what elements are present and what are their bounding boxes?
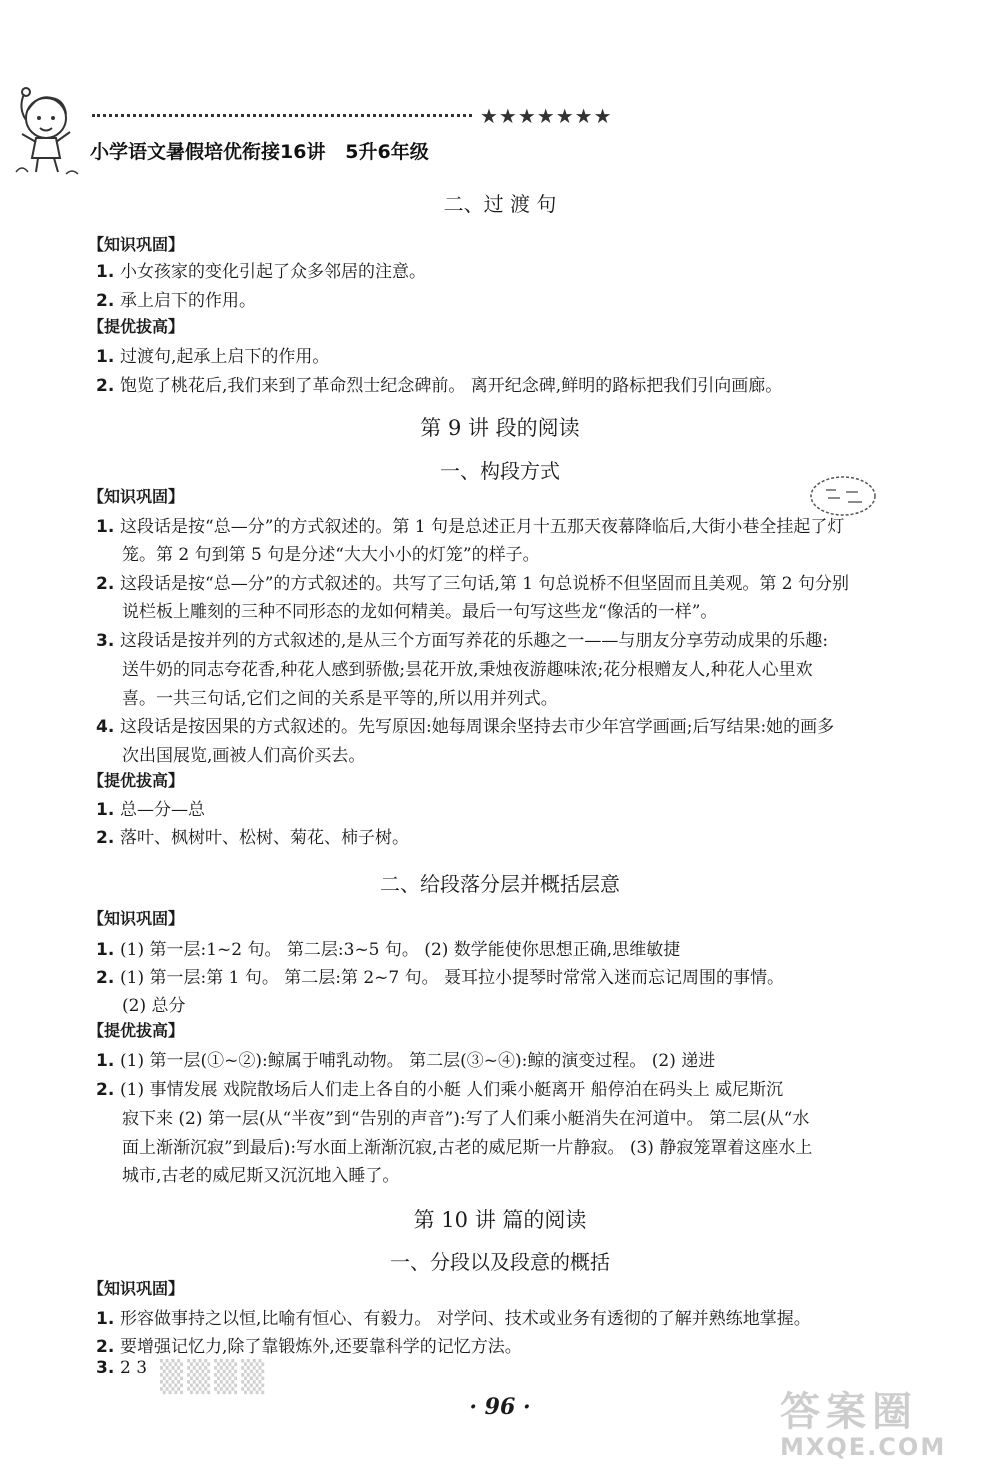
section-heading: 一、构段方式 (440, 459, 560, 483)
answer-item (96, 1075, 783, 1100)
item-text: 这段话是按因果的方式叙述的。先写原因:她每周课余坚持去市少年宫学画画;后写结果:她的画多 (120, 717, 835, 737)
item-number: 1. (96, 1051, 115, 1071)
subsection-label: 【提优拔高】 (88, 1021, 185, 1040)
answer-continuation: (2) 总分 (122, 996, 186, 1016)
item-number: 1. (96, 262, 115, 282)
answer-item (96, 257, 426, 282)
rating-stars: ★★★★★★★ (480, 104, 613, 128)
stamp-seal-graphic (808, 474, 878, 518)
item-number: 2. (96, 1080, 115, 1100)
header-dotted-rule (92, 114, 472, 117)
answer-item (96, 1358, 147, 1378)
item-number: 2. (96, 291, 115, 311)
watermark-url: MXQE.COM (780, 1433, 947, 1461)
item-text: 这段话是按“总—分”的方式叙述的。第 1 句是总述正月十五那天夜幕降临后,大街小巷全挂起了灯 (120, 517, 845, 537)
item-text: 小女孩家的变化引起了众多邻居的注意。 (120, 262, 426, 282)
subsection-label: 【提优拔高】 (88, 771, 185, 790)
answer-continuation: 次出国展览,画被人们高价买去。 (122, 746, 366, 766)
item-number: 2. (96, 828, 115, 848)
answer-item (96, 1304, 811, 1329)
answer-item (96, 935, 680, 960)
item-text: (1) 第一层:1~2 句。 第二层:3~5 句。 (2) 数学能使你思想正确,思维敏捷 (120, 940, 681, 960)
answer-item (96, 712, 834, 737)
item-number: 4. (96, 717, 115, 737)
watermark-title: 答案圈 (780, 1389, 918, 1435)
answer-continuation: 笼。第 2 句到第 5 句是分述“大大小小的灯笼”的样子。 (122, 545, 540, 565)
item-text: 饱览了桃花后,我们来到了革命烈士纪念碑前。 离开纪念碑,鲜明的路标把我们引向画廊。 (120, 376, 783, 396)
item-text: 承上启下的作用。 (120, 291, 256, 311)
item-text: 这段话是按并列的方式叙述的,是从三个方面写养花的乐趣之一——与朋友分享劳动成果的乐趣: (120, 631, 829, 651)
answer-continuation: 送牛奶的同志夸花香,种花人感到骄傲;昙花开放,秉烛夜游趣味浓;花分根赠友人,种花人心里欢 (122, 660, 813, 680)
subsection-label: 【提优拔高】 (88, 317, 185, 336)
item-text: (1) 第一层:第 1 句。 第二层:第 2~7 句。 聂耳拉小提琴时常常入迷而忘记周围的事情。 (120, 968, 785, 988)
book-title: 小学语文暑假培优衔接16讲 5升6年级 (90, 141, 429, 163)
item-text: 要增强记忆力,除了靠锻炼外,还要靠科学的记忆方法。 (120, 1337, 522, 1357)
answer-item (96, 626, 828, 651)
item-number: 1. (96, 347, 115, 367)
item-text: 落叶、枫树叶、松树、菊花、柿子树。 (120, 828, 409, 848)
item-text: (1) 第一层(①~②):鲸属于哺乳动物。 第二层(③~④):鲸的演变过程。 (2) 递进 (120, 1051, 716, 1071)
answer-item (96, 823, 409, 848)
subsection-label: 【知识巩固】 (88, 235, 185, 254)
answer-item (96, 795, 205, 820)
item-number: 1. (96, 800, 115, 820)
item-text: 这段话是按“总—分”的方式叙述的。共写了三句话,第 1 句总说桥不但坚固而且美观。第 2 句分别 (120, 574, 850, 594)
page-number: · 96 · (469, 1394, 531, 1420)
answer-continuation: 城市,古老的威尼斯又沉沉地入睡了。 (122, 1166, 400, 1186)
item-text: 形容做事持之以恒,比喻有恒心、有毅力。 对学问、技术或业务有透彻的了解并熟练地掌握。 (120, 1309, 811, 1329)
item-number: 2. (96, 376, 115, 396)
item-text: 2 3 (120, 1358, 148, 1378)
item-number: 2. (96, 968, 115, 988)
answer-continuation: 寂下来 (2) 第一层(从“半夜”到“告别的声音”):写了人们乘小艇消失在河道中。 第二层(从“水 (122, 1109, 810, 1129)
subsection-label: 【知识巩固】 (88, 1279, 185, 1298)
answer-item (96, 1046, 715, 1071)
cartoon-child-illustration (8, 84, 88, 184)
answer-continuation: 说栏板上雕刻的三种不同形态的龙如何精美。最后一句写这些龙“像活的一样”。 (122, 602, 718, 622)
section-heading: 二、给段落分层并概括层意 (380, 872, 620, 896)
item-number: 1. (96, 1309, 115, 1329)
faint-background-text-graphic: ▒▒▒▒ (160, 1360, 269, 1395)
item-number: 2. (96, 574, 115, 594)
lesson-heading: 第 9 讲 段的阅读 (420, 416, 580, 440)
watermark-logo (780, 1380, 946, 1461)
item-number: 1. (96, 517, 115, 537)
item-text: 总—分—总 (120, 800, 205, 820)
subsection-label: 【知识巩固】 (88, 909, 185, 928)
subsection-label: 【知识巩固】 (88, 487, 185, 506)
item-text: 过渡句,起承上启下的作用。 (120, 347, 330, 367)
lesson-heading: 第 10 讲 篇的阅读 (413, 1208, 587, 1232)
answer-continuation: 喜。一共三句话,它们之间的关系是平等的,所以用并列式。 (122, 689, 558, 709)
answer-item (96, 963, 784, 988)
item-text: (1) 事情发展 戏院散场后人们走上各自的小艇 人们乘小艇离开 船停泊在码头上 威尼斯沉 (120, 1080, 784, 1100)
section-heading: 一、分段以及段意的概括 (390, 1250, 610, 1274)
answer-item (96, 286, 256, 311)
answer-item (96, 342, 329, 367)
item-number: 1. (96, 940, 115, 960)
item-number: 3. (96, 1358, 115, 1378)
item-number: 2. (96, 1337, 115, 1357)
answer-item (96, 1332, 522, 1357)
answer-item (96, 512, 844, 537)
section-heading: 二、过 渡 句 (443, 192, 557, 216)
answer-item (96, 569, 849, 594)
answer-continuation: 面上渐渐沉寂”到最后):写水面上渐渐沉寂,古老的威尼斯一片静寂。 (3) 静寂笼罩着这座水上 (122, 1138, 813, 1158)
item-number: 3. (96, 631, 115, 651)
answer-item (96, 371, 782, 396)
